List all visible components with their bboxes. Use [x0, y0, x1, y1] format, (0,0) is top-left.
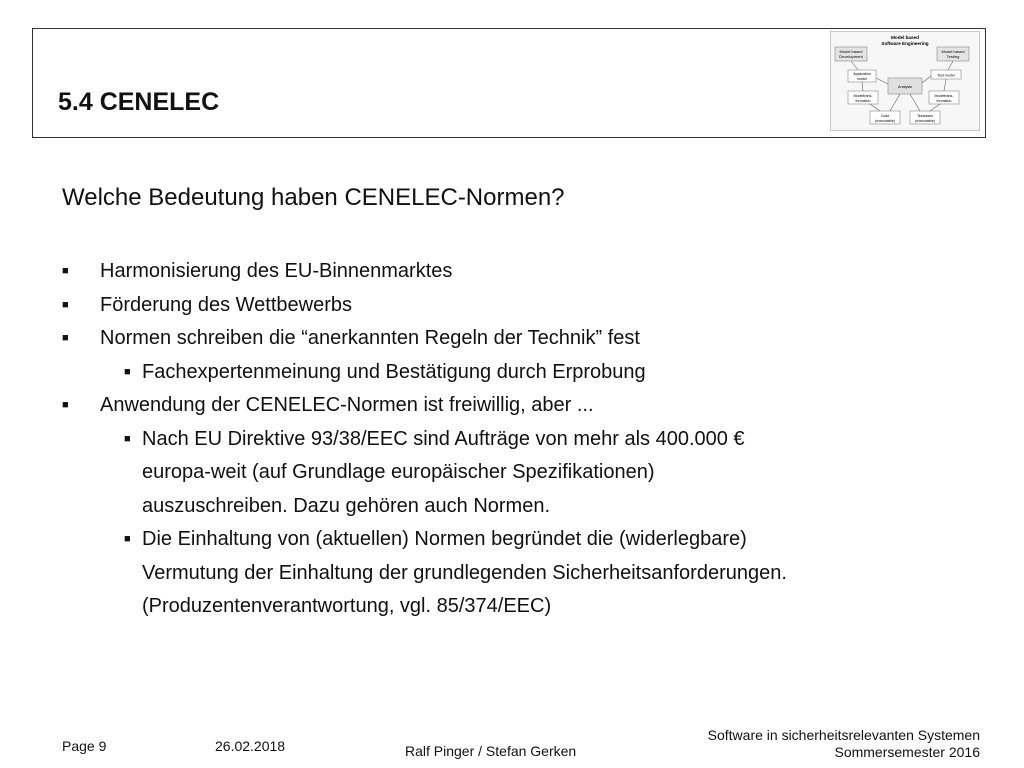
bullet-list [62, 255, 992, 624]
footer-page-number: Page 9 [62, 738, 107, 754]
diagram-title-line2: Software Engineering [881, 41, 929, 46]
testcases-label-1: Testcases [917, 114, 933, 118]
mbse-diagram [830, 31, 980, 131]
sub-bullet-line: Vermutung der Einhaltung der grundlegenden Sicherheitsanforderungen. [142, 561, 787, 584]
slide-title: 5.4 CENELEC [58, 88, 220, 116]
bullet-text: Harmonisierung des EU-Binnenmarktes [100, 260, 453, 282]
sub-bullet-line: Nach EU Direktive 93/38/EEC sind Aufträge von mehr als 400.000 € [142, 427, 745, 450]
sub-bullet-line: auszuschreiben. Dazu gehören auch Normen. [142, 494, 551, 517]
slide-question: Welche Bedeutung haben CENELEC-Normen? [62, 184, 565, 211]
diagram-title-line1: Model based [891, 35, 919, 40]
sub-bullet-item [62, 423, 992, 524]
bullet-marker: ■ [62, 265, 69, 277]
mbt-label-1: Model based [941, 49, 965, 54]
bullet-marker: ■ [62, 332, 69, 344]
mbd-label-2: Development [839, 54, 863, 59]
footer-course [708, 727, 980, 761]
footer-date: 26.02.2018 [215, 738, 286, 754]
sub-bullet-line: Die Einhaltung von (aktuellen) Normen begründet die (widerlegbare) [142, 528, 747, 550]
modeltrans1-label-1: Modeltrans- [853, 94, 873, 98]
testcases-label-2: (executable) [915, 119, 935, 123]
app-model-label-2: model [857, 77, 867, 81]
sub-bullet-line: europa-weit (auf Grundlage europäischer Spezifikationen) [142, 461, 655, 483]
app-model-label-1: Application [853, 72, 871, 76]
test-model-label: Test model [937, 73, 955, 78]
mbd-label-1: Model based [839, 49, 863, 54]
bullet-marker: ■ [124, 432, 131, 445]
footer-authors: Ralf Pinger / Stefan Gerken [405, 743, 577, 759]
bullet-text: Förderung des Wettbewerbs [100, 293, 352, 316]
bullet-marker: ■ [124, 365, 131, 378]
sub-bullet-item [62, 523, 992, 624]
sub-bullet-item [62, 356, 992, 390]
sub-bullet-line: (Produzentenverantwortung, vgl. 85/374/EEC) [142, 595, 552, 617]
mbt-label-2: Testing [946, 54, 960, 59]
bullet-item [62, 389, 992, 423]
code-label-2: (executable) [875, 119, 895, 123]
modeltrans1-label-2: formation [855, 99, 871, 103]
code-label-1: Code [880, 114, 890, 118]
bullet-marker: ■ [62, 399, 69, 411]
modeltrans2-label-2: formation [936, 99, 952, 103]
bullet-item [62, 322, 992, 356]
bullet-text: Normen schreiben die “anerkannten Regeln der Technik” fest [100, 327, 640, 349]
footer-course-title: Software in sicherheitsrelevanten Systemen [707, 727, 980, 743]
analysis-label: Analysis [897, 85, 913, 89]
modeltrans2-label-1: Modeltrans- [934, 94, 954, 98]
sub-bullet-text: Fachexpertenmeinung und Bestätigung durch Erprobung [142, 360, 646, 383]
footer-semester: Sommersemester 2016 [834, 744, 980, 760]
bullet-marker: ■ [124, 533, 131, 545]
bullet-text: Anwendung der CENELEC-Normen ist freiwillig, aber ... [100, 394, 594, 416]
bullet-marker: ■ [62, 298, 69, 311]
bullet-item [62, 255, 992, 289]
bullet-item [62, 289, 992, 323]
